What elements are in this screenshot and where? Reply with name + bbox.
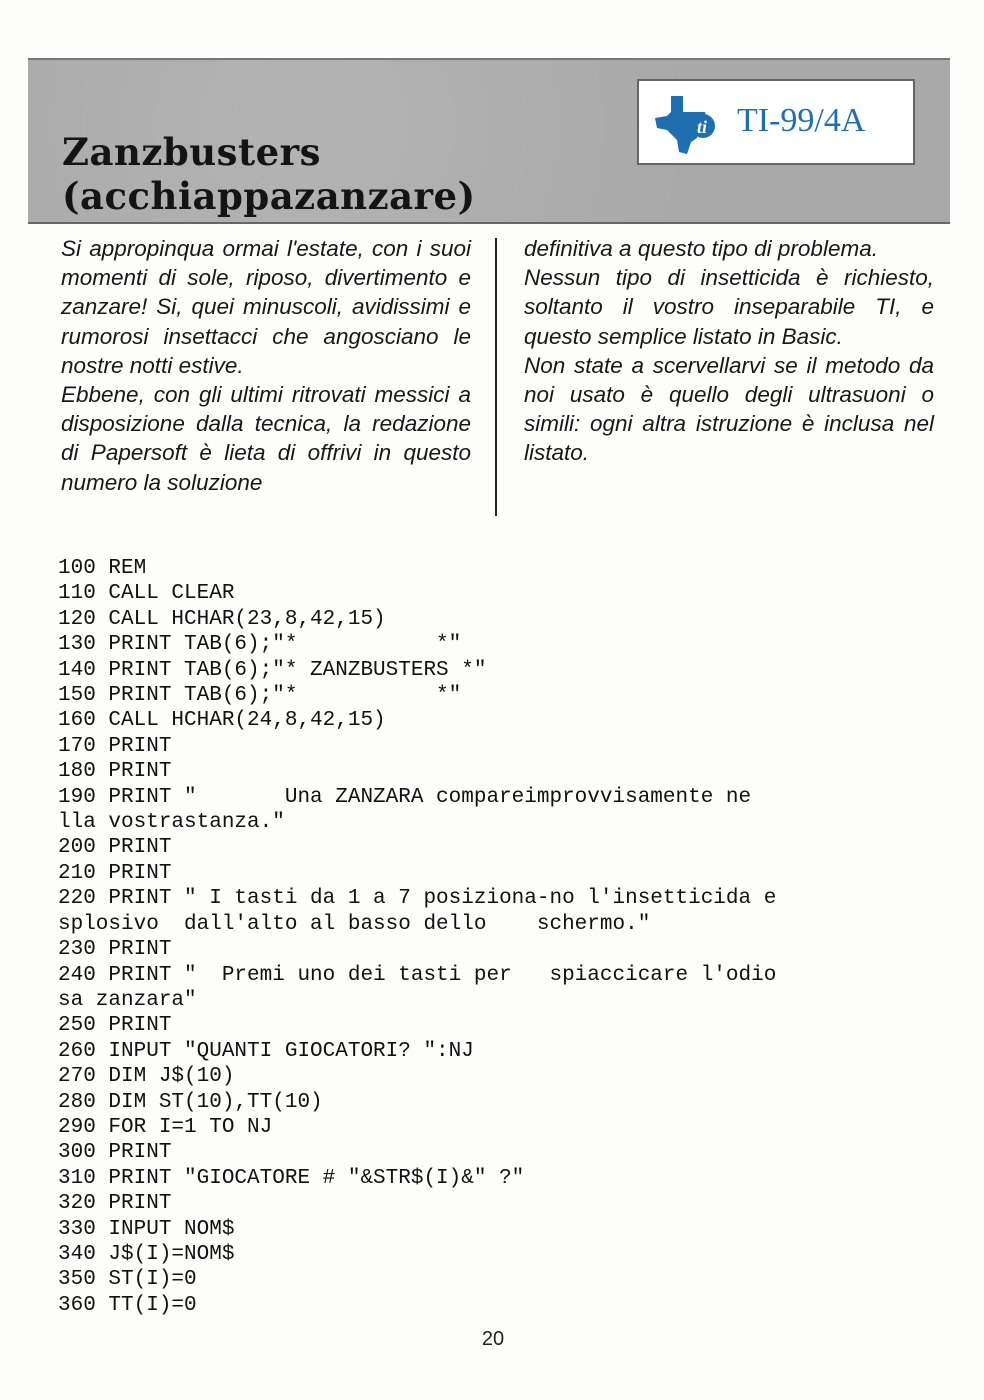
code-line: 100 REM [58,557,147,580]
code-line: 290 FOR I=1 TO NJ [58,1115,273,1139]
intro-column-right [524,234,934,468]
code-line: 340 J$(I)=NOM$ [58,1242,235,1266]
code-line: 320 PRINT [58,1192,172,1216]
code-line: 110 CALL CLEAR [58,582,235,606]
texas-instruments-icon [653,90,725,158]
page-number: 20 [481,1328,505,1350]
intro-paragraph: Nessun tipo di insetticida è richiesto, soltanto il vostro inseparabile TI, e questo semplice listato in Basic. [524,265,934,349]
code-line: 330 INPUT NOM$ [58,1217,235,1241]
intro-paragraph: definitiva a questo tipo di problema. [524,236,878,261]
intro-paragraph: Si appropinqua ormai l'estate, con i suoi momenti di sole, riposo, divertimento e zanzare! Si, quei minuscoli, avidissimi e rumorosi insettacci che angosciano le nostre notti estive. [61,236,471,378]
intro-paragraph: Ebbene, con gli ultimi ritrovati messici a disposizione dalla tecnica, la redazione di Papersoft è lieta di offrivi in questo numero la soluzione [61,382,471,495]
code-line: 270 DIM J$(10) [58,1065,235,1089]
code-line: 190 PRINT " Una ZANZARA compareimprovvisamente ne [58,785,752,809]
code-line: 120 CALL HCHAR(23,8,42,15) [58,607,386,631]
code-line: splosivo dall'alto al basso dello schermo." [58,912,651,936]
code-line: 350 ST(I)=0 [58,1268,197,1292]
intro-column-left [61,234,471,497]
title-line-2: (acchiappazanzare) [62,174,476,218]
code-line: 170 PRINT [58,734,172,758]
svg-text:ti: ti [697,117,708,137]
code-line: 200 PRINT [58,836,172,860]
code-line: 150 PRINT TAB(6);"* *" [58,684,462,708]
code-line: 240 PRINT " Premi uno dei tasti per spiaccicare l'odio [58,963,777,987]
intro-paragraph: Non state a scervellarvi se il metodo da noi usato è quello degli ultrasuoni o simili: ogni altra istruzione è inclusa nel listato. [524,352,934,466]
code-line: 230 PRINT [58,938,172,962]
code-line: 180 PRINT [58,760,172,784]
article-header [28,58,950,224]
article-title [62,130,476,218]
code-line: 300 PRINT [58,1141,172,1165]
code-line: 130 PRINT TAB(6);"* *" [58,633,462,657]
title-line-1: Zanzbusters [62,130,321,174]
column-divider [495,238,497,516]
code-line: 280 DIM ST(10),TT(10) [58,1090,323,1114]
code-line: 210 PRINT [58,861,172,885]
code-line: 160 CALL HCHAR(24,8,42,15) [58,709,386,733]
code-line: 260 INPUT "QUANTI GIOCATORI? ":NJ [58,1039,474,1063]
code-line: sa zanzara" [58,988,197,1012]
code-line: 220 PRINT " I tasti da 1 a 7 posiziona-no l'insetticida e [58,887,777,911]
computer-model-label: TI-99/4A [737,102,866,139]
code-line: 250 PRINT [58,1014,172,1038]
basic-listing [58,556,948,1318]
ti-logo-box [637,79,915,165]
code-line: 360 TT(I)=0 [58,1293,197,1317]
code-line: 310 PRINT "GIOCATORE # "&STR$(I)&" ?" [58,1166,525,1190]
code-line: 140 PRINT TAB(6);"* ZANZBUSTERS *" [58,658,487,682]
code-line: lla vostrastanza." [58,811,285,835]
